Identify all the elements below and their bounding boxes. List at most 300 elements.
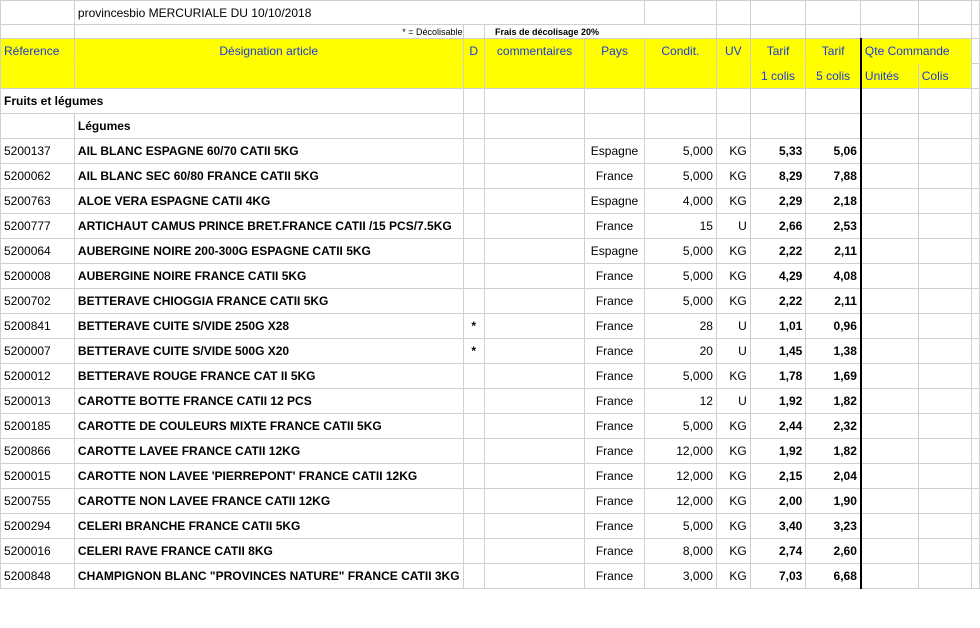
uv-cell[interactable]: KG — [716, 289, 750, 314]
cell[interactable] — [918, 25, 971, 39]
qte-unites-cell[interactable] — [861, 464, 918, 489]
tarif-5-colis-cell[interactable]: 2,32 — [806, 414, 861, 439]
designation-cell[interactable]: CELERI BRANCHE FRANCE CATII 5KG — [74, 514, 463, 539]
cell[interactable] — [861, 25, 918, 39]
decolisable-cell[interactable] — [463, 164, 484, 189]
tarif-1-colis-cell[interactable]: 7,03 — [750, 564, 806, 589]
qte-colis-cell[interactable] — [918, 339, 971, 364]
qte-colis-cell[interactable] — [918, 214, 971, 239]
tarif-1-colis-cell[interactable]: 1,78 — [750, 364, 806, 389]
commentaires-cell[interactable] — [484, 139, 584, 164]
condit-cell[interactable]: 5,000 — [644, 414, 716, 439]
tarif-5-colis-cell[interactable]: 2,11 — [806, 289, 861, 314]
pays-cell[interactable]: Espagne — [585, 239, 645, 264]
pays-cell[interactable]: France — [585, 464, 645, 489]
cell[interactable] — [972, 114, 980, 139]
pays-cell[interactable]: France — [585, 164, 645, 189]
header-tarif-5-colis[interactable]: 5 colis — [806, 64, 861, 89]
header-cell[interactable] — [644, 64, 716, 89]
tarif-5-colis-cell[interactable]: 4,08 — [806, 264, 861, 289]
cell[interactable] — [972, 314, 980, 339]
cell[interactable] — [972, 564, 980, 589]
cell[interactable] — [972, 264, 980, 289]
cell[interactable] — [972, 189, 980, 214]
cell[interactable] — [918, 1, 971, 25]
uv-cell[interactable]: KG — [716, 264, 750, 289]
qte-unites-cell[interactable] — [861, 264, 918, 289]
uv-cell[interactable]: U — [716, 339, 750, 364]
commentaires-cell[interactable] — [484, 239, 584, 264]
qte-colis-cell[interactable] — [918, 364, 971, 389]
qte-unites-cell[interactable] — [861, 314, 918, 339]
tarif-5-colis-cell[interactable]: 2,60 — [806, 539, 861, 564]
commentaires-cell[interactable] — [484, 439, 584, 464]
reference-cell[interactable]: 5200848 — [1, 564, 75, 589]
cell[interactable] — [918, 114, 971, 139]
qte-unites-cell[interactable] — [861, 489, 918, 514]
tarif-5-colis-cell[interactable]: 1,82 — [806, 389, 861, 414]
decolisable-cell[interactable]: * — [463, 314, 484, 339]
reference-cell[interactable]: 5200062 — [1, 164, 75, 189]
qte-colis-cell[interactable] — [918, 439, 971, 464]
tarif-1-colis-cell[interactable]: 1,01 — [750, 314, 806, 339]
condit-cell[interactable]: 5,000 — [644, 164, 716, 189]
condit-cell[interactable]: 5,000 — [644, 239, 716, 264]
header-cell[interactable] — [716, 64, 750, 89]
header-d[interactable]: D — [463, 39, 484, 64]
qte-unites-cell[interactable] — [861, 139, 918, 164]
qte-unites-cell[interactable] — [861, 414, 918, 439]
designation-cell[interactable]: CAROTTE DE COULEURS MIXTE FRANCE CATII 5KG — [74, 414, 463, 439]
uv-cell[interactable]: KG — [716, 139, 750, 164]
cell[interactable] — [972, 89, 980, 114]
table-row — [1, 239, 980, 264]
qte-unites-cell[interactable] — [861, 214, 918, 239]
decolisable-cell[interactable] — [463, 464, 484, 489]
cell[interactable] — [806, 89, 861, 114]
decolisable-cell[interactable] — [463, 139, 484, 164]
reference-cell[interactable]: 5200841 — [1, 314, 75, 339]
pays-cell[interactable]: France — [585, 214, 645, 239]
reference-cell[interactable]: 5200866 — [1, 439, 75, 464]
reference-cell[interactable]: 5200007 — [1, 339, 75, 364]
cell[interactable] — [716, 25, 750, 39]
pays-cell[interactable]: France — [585, 314, 645, 339]
sheet-title[interactable]: provincesbio MERCURIALE DU 10/10/2018 — [74, 1, 644, 25]
cell[interactable] — [972, 239, 980, 264]
designation-cell[interactable]: BETTERAVE ROUGE FRANCE CAT II 5KG — [74, 364, 463, 389]
cell[interactable] — [861, 114, 918, 139]
cell[interactable] — [972, 364, 980, 389]
pays-cell[interactable]: France — [585, 414, 645, 439]
header-cell[interactable] — [463, 64, 484, 89]
commentaires-cell[interactable] — [484, 264, 584, 289]
qte-unites-cell[interactable] — [861, 239, 918, 264]
tarif-1-colis-cell[interactable]: 3,40 — [750, 514, 806, 539]
decolisable-cell[interactable] — [463, 189, 484, 214]
decolisable-cell[interactable] — [463, 414, 484, 439]
uv-cell[interactable]: KG — [716, 464, 750, 489]
table-row — [1, 514, 980, 539]
cell[interactable] — [972, 64, 980, 89]
pays-cell[interactable]: France — [585, 339, 645, 364]
header-cell[interactable] — [585, 64, 645, 89]
tarif-5-colis-cell[interactable]: 0,96 — [806, 314, 861, 339]
tarif-1-colis-cell[interactable]: 2,00 — [750, 489, 806, 514]
reference-cell[interactable]: 5200015 — [1, 464, 75, 489]
condit-cell[interactable]: 12,000 — [644, 439, 716, 464]
qte-unites-cell[interactable] — [861, 339, 918, 364]
condit-cell[interactable]: 8,000 — [644, 539, 716, 564]
header-commentaires[interactable]: commentaires — [484, 39, 584, 64]
decolisable-cell[interactable] — [463, 264, 484, 289]
tarif-1-colis-cell[interactable]: 1,45 — [750, 339, 806, 364]
decolisable-cell[interactable] — [463, 364, 484, 389]
uv-cell[interactable]: U — [716, 389, 750, 414]
designation-cell[interactable]: BETTERAVE CHIOGGIA FRANCE CATII 5KG — [74, 289, 463, 314]
designation-cell[interactable]: AIL BLANC SEC 60/80 FRANCE CATII 5KG — [74, 164, 463, 189]
reference-cell[interactable]: 5200777 — [1, 214, 75, 239]
qte-colis-cell[interactable] — [918, 239, 971, 264]
table-row — [1, 364, 980, 389]
decolisable-cell[interactable] — [463, 539, 484, 564]
uv-cell[interactable]: KG — [716, 539, 750, 564]
cell[interactable] — [972, 389, 980, 414]
pays-cell[interactable]: France — [585, 514, 645, 539]
commentaires-cell[interactable] — [484, 489, 584, 514]
qte-colis-cell[interactable] — [918, 489, 971, 514]
cell[interactable] — [750, 25, 806, 39]
qte-unites-cell[interactable] — [861, 439, 918, 464]
cell[interactable] — [585, 114, 645, 139]
reference-cell[interactable]: 5200294 — [1, 514, 75, 539]
uv-cell[interactable]: KG — [716, 489, 750, 514]
condit-cell[interactable]: 5,000 — [644, 514, 716, 539]
tarif-1-colis-cell[interactable]: 5,33 — [750, 139, 806, 164]
decolisable-cell[interactable] — [463, 439, 484, 464]
uv-cell[interactable]: KG — [716, 414, 750, 439]
commentaires-cell[interactable] — [484, 564, 584, 589]
designation-cell[interactable]: CAROTTE NON LAVEE FRANCE CATII 12KG — [74, 489, 463, 514]
commentaires-cell[interactable] — [484, 314, 584, 339]
cell[interactable] — [972, 164, 980, 189]
cell[interactable] — [463, 89, 484, 114]
qte-colis-cell[interactable] — [918, 264, 971, 289]
decolisable-cell[interactable] — [463, 389, 484, 414]
cell[interactable] — [1, 25, 75, 39]
table-row — [1, 489, 980, 514]
reference-cell[interactable]: 5200012 — [1, 364, 75, 389]
tarif-5-colis-cell[interactable]: 3,23 — [806, 514, 861, 539]
decolisable-cell[interactable] — [463, 239, 484, 264]
condit-cell[interactable]: 28 — [644, 314, 716, 339]
title-row — [1, 1, 980, 25]
subsection-row — [1, 114, 980, 139]
cell[interactable] — [972, 439, 980, 464]
uv-cell[interactable]: KG — [716, 239, 750, 264]
uv-cell[interactable]: KG — [716, 189, 750, 214]
commentaires-cell[interactable] — [484, 389, 584, 414]
pays-cell[interactable]: France — [585, 264, 645, 289]
tarif-5-colis-cell[interactable]: 2,11 — [806, 239, 861, 264]
reference-cell[interactable]: 5200064 — [1, 239, 75, 264]
header-qte-commande[interactable]: Qte Commande — [861, 39, 972, 64]
condit-cell[interactable]: 5,000 — [644, 139, 716, 164]
table-row — [1, 414, 980, 439]
commentaires-cell[interactable] — [484, 514, 584, 539]
commentaires-cell[interactable] — [484, 339, 584, 364]
cell[interactable] — [972, 25, 980, 39]
pays-cell[interactable]: France — [585, 439, 645, 464]
cell[interactable] — [861, 1, 918, 25]
qte-colis-cell[interactable] — [918, 564, 971, 589]
qte-colis-cell[interactable] — [918, 164, 971, 189]
reference-cell[interactable]: 5200755 — [1, 489, 75, 514]
commentaires-cell[interactable] — [484, 189, 584, 214]
pays-cell[interactable]: Espagne — [585, 189, 645, 214]
cell[interactable] — [463, 25, 484, 39]
cell[interactable] — [644, 89, 716, 114]
designation-cell[interactable]: BETTERAVE CUITE S/VIDE 500G X20 — [74, 339, 463, 364]
qte-unites-cell[interactable] — [861, 189, 918, 214]
designation-cell[interactable]: CAROTTE LAVEE FRANCE CATII 12KG — [74, 439, 463, 464]
commentaires-cell[interactable] — [484, 289, 584, 314]
tarif-1-colis-cell[interactable]: 2,15 — [750, 464, 806, 489]
tarif-1-colis-cell[interactable]: 2,74 — [750, 539, 806, 564]
cell[interactable] — [972, 139, 980, 164]
pays-cell[interactable]: France — [585, 289, 645, 314]
commentaires-cell[interactable] — [484, 164, 584, 189]
table-row — [1, 214, 980, 239]
table-row — [1, 289, 980, 314]
uv-cell[interactable]: KG — [716, 564, 750, 589]
cell[interactable] — [716, 114, 750, 139]
note-decolisable[interactable]: * = Décolisable — [74, 25, 463, 39]
designation-cell[interactable]: AUBERGINE NOIRE FRANCE CATII 5KG — [74, 264, 463, 289]
cell[interactable] — [972, 489, 980, 514]
qte-colis-cell[interactable] — [918, 189, 971, 214]
designation-cell[interactable]: ALOE VERA ESPAGNE CATII 4KG — [74, 189, 463, 214]
cell[interactable] — [861, 89, 918, 114]
tarif-5-colis-cell[interactable]: 1,82 — [806, 439, 861, 464]
table-row — [1, 139, 980, 164]
commentaires-cell[interactable] — [484, 464, 584, 489]
decolisable-cell[interactable] — [463, 564, 484, 589]
reference-cell[interactable]: 5200702 — [1, 289, 75, 314]
tarif-1-colis-cell[interactable]: 2,66 — [750, 214, 806, 239]
tarif-1-colis-cell[interactable]: 8,29 — [750, 164, 806, 189]
designation-cell[interactable]: AIL BLANC ESPAGNE 60/70 CATII 5KG — [74, 139, 463, 164]
qte-colis-cell[interactable] — [918, 289, 971, 314]
tarif-5-colis-cell[interactable]: 5,06 — [806, 139, 861, 164]
header-tarif-5[interactable]: Tarif — [806, 39, 861, 64]
designation-cell[interactable]: ARTICHAUT CAMUS PRINCE BRET.FRANCE CATII /15 PCS/7.5KG — [74, 214, 463, 239]
commentaires-cell[interactable] — [484, 214, 584, 239]
cell[interactable] — [972, 414, 980, 439]
decolisable-cell[interactable] — [463, 489, 484, 514]
commentaires-cell[interactable] — [484, 364, 584, 389]
qte-colis-cell[interactable] — [918, 139, 971, 164]
tarif-5-colis-cell[interactable]: 7,88 — [806, 164, 861, 189]
table-row — [1, 439, 980, 464]
qte-colis-cell[interactable] — [918, 539, 971, 564]
cell[interactable] — [585, 89, 645, 114]
header-uv[interactable]: UV — [716, 39, 750, 64]
cell[interactable] — [750, 114, 806, 139]
qte-unites-cell[interactable] — [861, 364, 918, 389]
header-unites[interactable]: Unités — [861, 64, 918, 89]
uv-cell[interactable]: KG — [716, 164, 750, 189]
tarif-1-colis-cell[interactable]: 1,92 — [750, 439, 806, 464]
tarif-5-colis-cell[interactable]: 1,90 — [806, 489, 861, 514]
header-tarif-1[interactable]: Tarif — [750, 39, 806, 64]
decolisable-cell[interactable]: * — [463, 339, 484, 364]
header-colis[interactable]: Colis — [918, 64, 971, 89]
uv-cell[interactable]: KG — [716, 364, 750, 389]
header-designation[interactable]: Désignation article — [74, 39, 463, 64]
table-row — [1, 264, 980, 289]
condit-cell[interactable]: 5,000 — [644, 364, 716, 389]
cell[interactable] — [1, 114, 75, 139]
tarif-1-colis-cell[interactable]: 2,44 — [750, 414, 806, 439]
cell[interactable] — [918, 89, 971, 114]
cell[interactable] — [716, 1, 750, 25]
condit-cell[interactable]: 5,000 — [644, 264, 716, 289]
cell[interactable] — [972, 214, 980, 239]
qte-unites-cell[interactable] — [861, 564, 918, 589]
cell[interactable] — [644, 114, 716, 139]
qte-colis-cell[interactable] — [918, 414, 971, 439]
designation-cell[interactable]: CELERI RAVE FRANCE CATII 8KG — [74, 539, 463, 564]
tarif-1-colis-cell[interactable]: 2,22 — [750, 289, 806, 314]
uv-cell[interactable]: U — [716, 214, 750, 239]
section-row — [1, 89, 980, 114]
tarif-1-colis-cell[interactable]: 4,29 — [750, 264, 806, 289]
qte-unites-cell[interactable] — [861, 539, 918, 564]
reference-cell[interactable]: 5200016 — [1, 539, 75, 564]
designation-cell[interactable]: CAROTTE BOTTE FRANCE CATII 12 PCS — [74, 389, 463, 414]
header-row-1 — [1, 39, 980, 64]
pays-cell[interactable]: France — [585, 564, 645, 589]
note-frais[interactable]: Frais de décolisage 20% — [484, 25, 716, 39]
reference-cell[interactable]: 5200763 — [1, 189, 75, 214]
designation-cell[interactable]: CAROTTE NON LAVEE 'PIERREPONT' FRANCE CATII 12KG — [74, 464, 463, 489]
table-row — [1, 464, 980, 489]
qte-colis-cell[interactable] — [918, 514, 971, 539]
cell[interactable] — [806, 114, 861, 139]
table-row — [1, 189, 980, 214]
header-pays[interactable]: Pays — [585, 39, 645, 64]
tarif-1-colis-cell[interactable]: 2,22 — [750, 239, 806, 264]
condit-cell[interactable]: 12 — [644, 389, 716, 414]
cell[interactable] — [806, 25, 861, 39]
uv-cell[interactable]: KG — [716, 439, 750, 464]
qte-colis-cell[interactable] — [918, 389, 971, 414]
table-row — [1, 564, 980, 589]
cell[interactable] — [750, 1, 806, 25]
condit-cell[interactable]: 12,000 — [644, 464, 716, 489]
qte-colis-cell[interactable] — [918, 464, 971, 489]
condit-cell[interactable]: 5,000 — [644, 289, 716, 314]
cell[interactable] — [972, 539, 980, 564]
qte-unites-cell[interactable] — [861, 389, 918, 414]
cell[interactable] — [806, 1, 861, 25]
reference-cell[interactable]: 5200137 — [1, 139, 75, 164]
tarif-5-colis-cell[interactable]: 6,68 — [806, 564, 861, 589]
subsection-title[interactable]: Légumes — [74, 114, 463, 139]
tarif-1-colis-cell[interactable]: 2,29 — [750, 189, 806, 214]
header-reference[interactable]: Réference — [1, 39, 75, 64]
decolisable-cell[interactable] — [463, 514, 484, 539]
pays-cell[interactable]: France — [585, 364, 645, 389]
cell[interactable] — [484, 89, 584, 114]
table-row — [1, 314, 980, 339]
pays-cell[interactable]: France — [585, 489, 645, 514]
header-cell[interactable] — [1, 64, 75, 89]
cell[interactable] — [484, 114, 584, 139]
cell[interactable] — [716, 89, 750, 114]
pays-cell[interactable]: France — [585, 389, 645, 414]
condit-cell[interactable]: 12,000 — [644, 489, 716, 514]
cell[interactable] — [972, 514, 980, 539]
header-cell[interactable] — [484, 64, 584, 89]
pays-cell[interactable]: France — [585, 539, 645, 564]
commentaires-cell[interactable] — [484, 539, 584, 564]
condit-cell[interactable]: 15 — [644, 214, 716, 239]
qte-unites-cell[interactable] — [861, 164, 918, 189]
designation-cell[interactable]: BETTERAVE CUITE S/VIDE 250G X28 — [74, 314, 463, 339]
uv-cell[interactable]: U — [716, 314, 750, 339]
qte-unites-cell[interactable] — [861, 289, 918, 314]
cell[interactable] — [750, 89, 806, 114]
note-row — [1, 25, 980, 39]
uv-cell[interactable]: KG — [716, 514, 750, 539]
commentaires-cell[interactable] — [484, 414, 584, 439]
header-cell[interactable] — [74, 64, 463, 89]
tarif-5-colis-cell[interactable]: 1,69 — [806, 364, 861, 389]
decolisable-cell[interactable] — [463, 214, 484, 239]
header-tarif-1-colis[interactable]: 1 colis — [750, 64, 806, 89]
qte-colis-cell[interactable] — [918, 314, 971, 339]
tarif-1-colis-cell[interactable]: 1,92 — [750, 389, 806, 414]
cell[interactable] — [644, 1, 716, 25]
tarif-5-colis-cell[interactable]: 2,53 — [806, 214, 861, 239]
section-title[interactable]: Fruits et légumes — [1, 89, 464, 114]
tarif-5-colis-cell[interactable]: 2,18 — [806, 189, 861, 214]
cell[interactable] — [972, 39, 980, 64]
tarif-5-colis-cell[interactable]: 2,04 — [806, 464, 861, 489]
cell[interactable] — [972, 1, 980, 25]
header-condit[interactable]: Condit. — [644, 39, 716, 64]
tarif-5-colis-cell[interactable]: 1,38 — [806, 339, 861, 364]
condit-cell[interactable]: 4,000 — [644, 189, 716, 214]
qte-unites-cell[interactable] — [861, 514, 918, 539]
cell[interactable] — [972, 289, 980, 314]
cell[interactable] — [463, 114, 484, 139]
cell[interactable] — [972, 464, 980, 489]
reference-cell[interactable]: 5200008 — [1, 264, 75, 289]
condit-cell[interactable]: 20 — [644, 339, 716, 364]
cell[interactable] — [972, 339, 980, 364]
reference-cell[interactable]: 5200013 — [1, 389, 75, 414]
cell[interactable] — [1, 1, 75, 25]
designation-cell[interactable]: AUBERGINE NOIRE 200-300G ESPAGNE CATII 5KG — [74, 239, 463, 264]
pays-cell[interactable]: Espagne — [585, 139, 645, 164]
condit-cell[interactable]: 3,000 — [644, 564, 716, 589]
reference-cell[interactable]: 5200185 — [1, 414, 75, 439]
designation-cell[interactable]: CHAMPIGNON BLANC "PROVINCES NATURE" FRANCE CATII 3KG — [74, 564, 463, 589]
decolisable-cell[interactable] — [463, 289, 484, 314]
